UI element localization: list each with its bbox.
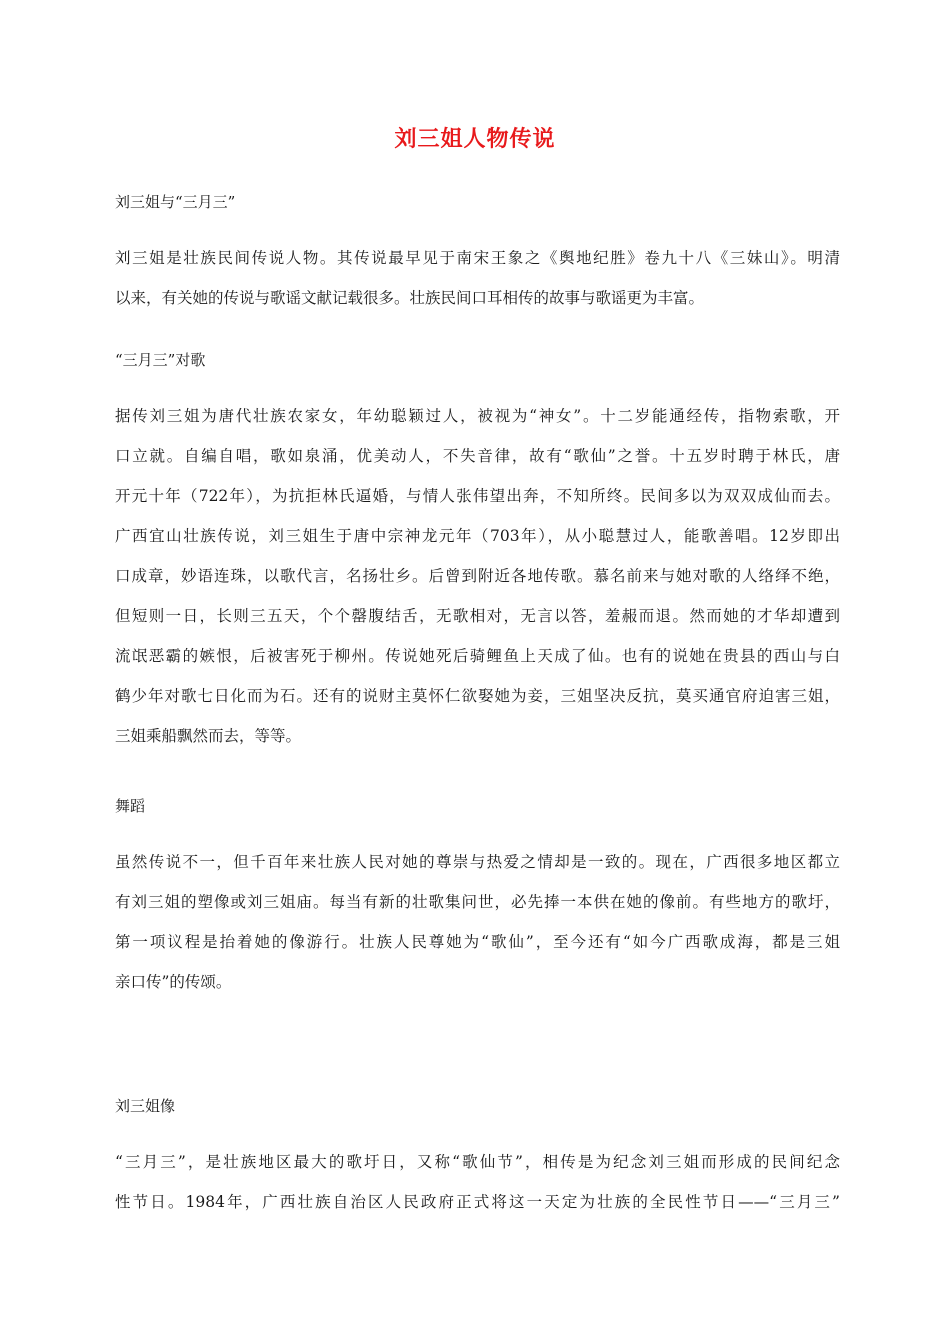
paragraph-line: 流氓恶霸的嫉恨，后被害死于柳州。传说她死后骑鲤鱼上天成了仙。也有的说她在贵县的西山与白 [115, 647, 840, 665]
paragraph-line: 性节日。1984年，广西壮族自治区人民政府正式将这一天定为壮族的全民性节日——“三月三” [115, 1193, 840, 1211]
section-heading: 舞蹈 [115, 797, 146, 815]
paragraph-line: 开元十年（722年），为抗拒林氏逼婚，与情人张伟望出奔，不知所终。民间多以为双双成仙而去。 [115, 487, 840, 505]
paragraph-line: 第一项议程是抬着她的像游行。壮族人民尊她为“歌仙”，至今还有“如今广西歌成海，都是三姐 [115, 933, 840, 951]
paragraph [115, 1142, 840, 1222]
paragraph-line: “三月三”，是壮族地区最大的歌圩日，又称“歌仙节”，相传是为纪念刘三姐而形成的民间纪念 [115, 1153, 840, 1171]
paragraph-line: 鹤少年对歌七日化而为石。还有的说财主莫怀仁欲娶她为妾，三姐坚决反抗，莫买通官府迫害三姐， [115, 687, 840, 705]
paragraph-line: 但短则一日，长则三五天，个个罄腹结舌，无歌相对，无言以答，羞赧而退。然而她的才华却遭到 [115, 607, 840, 625]
paragraph-line: 口立就。自编自唱，歌如泉涌，优美动人，不失音律，故有“歌仙”之誉。十五岁时聘于林氏，唐 [115, 447, 840, 465]
paragraph-line: 广西宜山壮族传说，刘三姐生于唐中宗神龙元年（703年），从小聪慧过人，能歌善唱。12岁即出 [115, 527, 840, 545]
paragraph [115, 842, 840, 1002]
document-title: 刘三姐人物传说 [394, 127, 556, 152]
paragraph-line: 三姐乘船飘然而去，等等。 [115, 727, 302, 745]
section-heading: “三月三”对歌 [115, 351, 206, 369]
section-heading: 刘三姐像 [115, 1097, 176, 1115]
paragraph-line: 口成章，妙语连珠，以歌代言，名扬壮乡。后曾到附近各地传歌。慕名前来与她对歌的人络绎不绝， [115, 567, 840, 585]
section-heading: 刘三姐与“三月三” [115, 193, 236, 211]
paragraph [115, 396, 840, 756]
paragraph-line: 亲口传”的传颂。 [115, 973, 232, 991]
paragraph-line: 虽然传说不一，但千百年来壮族人民对她的尊崇与热爱之情却是一致的。现在，广西很多地区都立 [115, 853, 840, 871]
paragraph-line: 有刘三姐的塑像或刘三姐庙。每当有新的壮歌集问世，必先捧一本供在她的像前。有些地方的歌圩， [115, 893, 840, 911]
paragraph-line: 刘三姐是壮族民间传说人物。其传说最早见于南宋王象之《舆地纪胜》卷九十八《三妹山》。明清 [115, 249, 840, 267]
paragraph [115, 238, 840, 318]
paragraph-line: 以来，有关她的传说与歌谣文献记载很多。壮族民间口耳相传的故事与歌谣更为丰富。 [115, 289, 705, 307]
paragraph-line: 据传刘三姐为唐代壮族农家女，年幼聪颖过人，被视为“神女”。十二岁能通经传，指物索歌，开 [115, 407, 840, 425]
